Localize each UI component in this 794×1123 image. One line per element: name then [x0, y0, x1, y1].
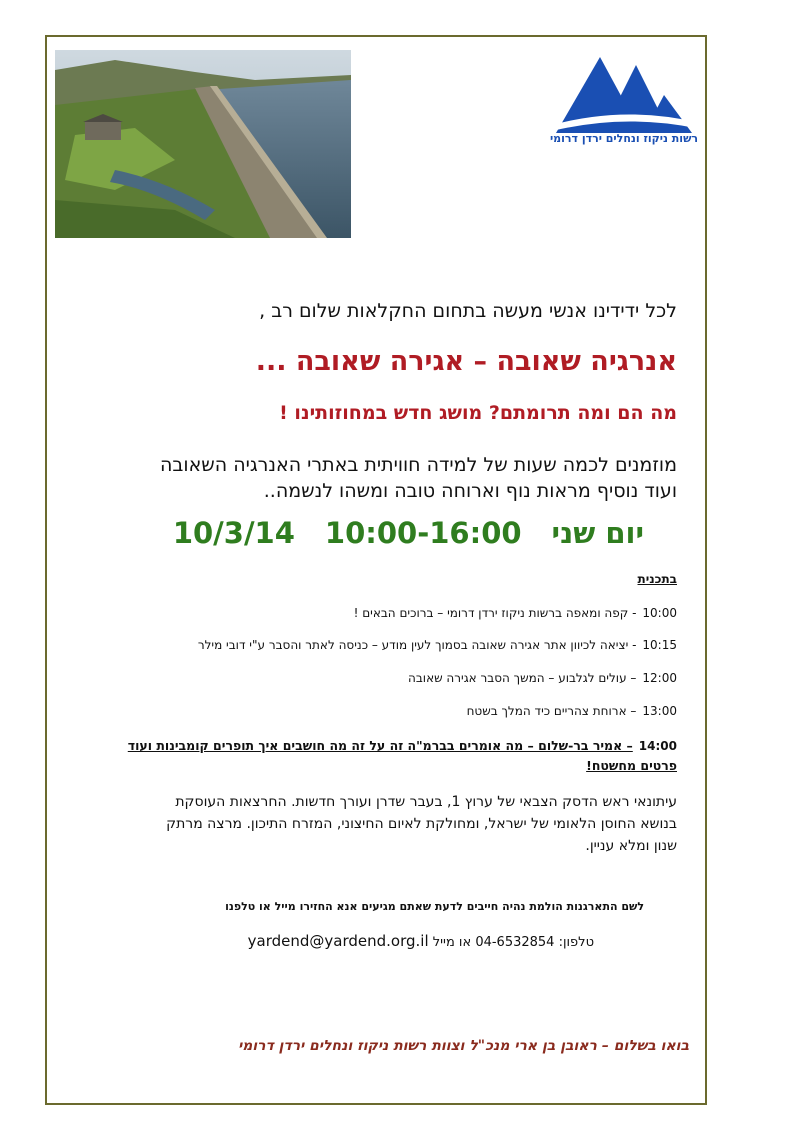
- program-item-time: 10:00: [642, 606, 677, 620]
- program-item-text: – ארוחת צהריים כיד המלך בשטח: [466, 704, 637, 718]
- logo-caption: רשות ניקוז ונחלים ירדן דרומי: [549, 132, 699, 145]
- email-link[interactable]: yardend@yardend.org.il: [247, 932, 429, 950]
- program-item-text: - יציאה לכיוון אתר אגירה שאובה בסמוך לעין מודע – כניסה לאתר והסבר ע"י דובי מילר: [197, 638, 637, 652]
- speaker-bio: עיתונאי ראש הדסק הצבאי של ערוץ 1, בעבר שדרן ועורך חדשות. החרצאות העוסקת בנושא החוסן הלאומי של ישראל, ומחולקת לאיום החיצוני, המזרח התיכון. מרצה מרתק שנון ומלא עניין.: [166, 794, 677, 854]
- event-day: יום שני: [551, 516, 644, 550]
- phone-label: טלפון:: [558, 935, 594, 950]
- program-item: [117, 736, 677, 776]
- footer-signature: בואו בשלום – ראובן בן ארי מנכ"ל וצוות רשות ניקוז ונחלים ירדן דרומי: [238, 1038, 689, 1054]
- greeting-text: לכל ידידינו אנשי מעשה בתחום החקלאות שלום רב ,: [259, 300, 677, 322]
- program-item-time: 10:15: [642, 638, 677, 652]
- program-item-text: – עולים לגלבוע – המשך הסבר אגירה שאובה: [408, 671, 637, 685]
- program-item: [117, 606, 677, 620]
- program-item: [117, 671, 677, 685]
- event-date: 10/3/14: [172, 516, 295, 550]
- invitation-text: מוזמנים לכמה שעות של למידה חוויתית באתרי האנרגיה השאובה ועוד נוסיף מראות נוף וארוחה טובה ומשהו לנשמה..: [160, 454, 677, 502]
- dam-photo: [55, 50, 351, 238]
- program-title: בתכנית: [637, 572, 677, 586]
- program-item-text: - קפה ומאפה ברשות ניקוז ירדן דרומי – ברוכים הבאים !: [353, 606, 637, 620]
- event-date-line: [143, 516, 644, 550]
- contact-line: [248, 932, 594, 950]
- headline: אנרגיה שאובה – אגירה שאובה ...: [255, 346, 677, 377]
- registration-note: לשם התארגנות הולמת נהיה חייבים לדעת שאתם מגיעים אנא החזירו מייל או טלפנו: [225, 900, 644, 913]
- or-mail-label: או מייל: [432, 935, 472, 950]
- event-hours: 10:00-16:00: [324, 516, 522, 550]
- subheadline: מה הם ומה תרומתם? מושג חדש במחוזותינו !: [279, 402, 677, 424]
- program-item-time: 14:00: [638, 739, 677, 753]
- program-item-time: 12:00: [642, 671, 677, 685]
- program-item-text: – אמיר בר-שלום – מה אומרים בברמ"ה זה על זה מה חושבים איך תופרים קומבינות ועוד פרטים מחשטח!: [127, 738, 677, 773]
- phone-number: 04-6532854: [475, 935, 555, 950]
- program-item: [117, 704, 677, 718]
- program-item-time: 13:00: [642, 704, 677, 718]
- program-item: [117, 638, 677, 652]
